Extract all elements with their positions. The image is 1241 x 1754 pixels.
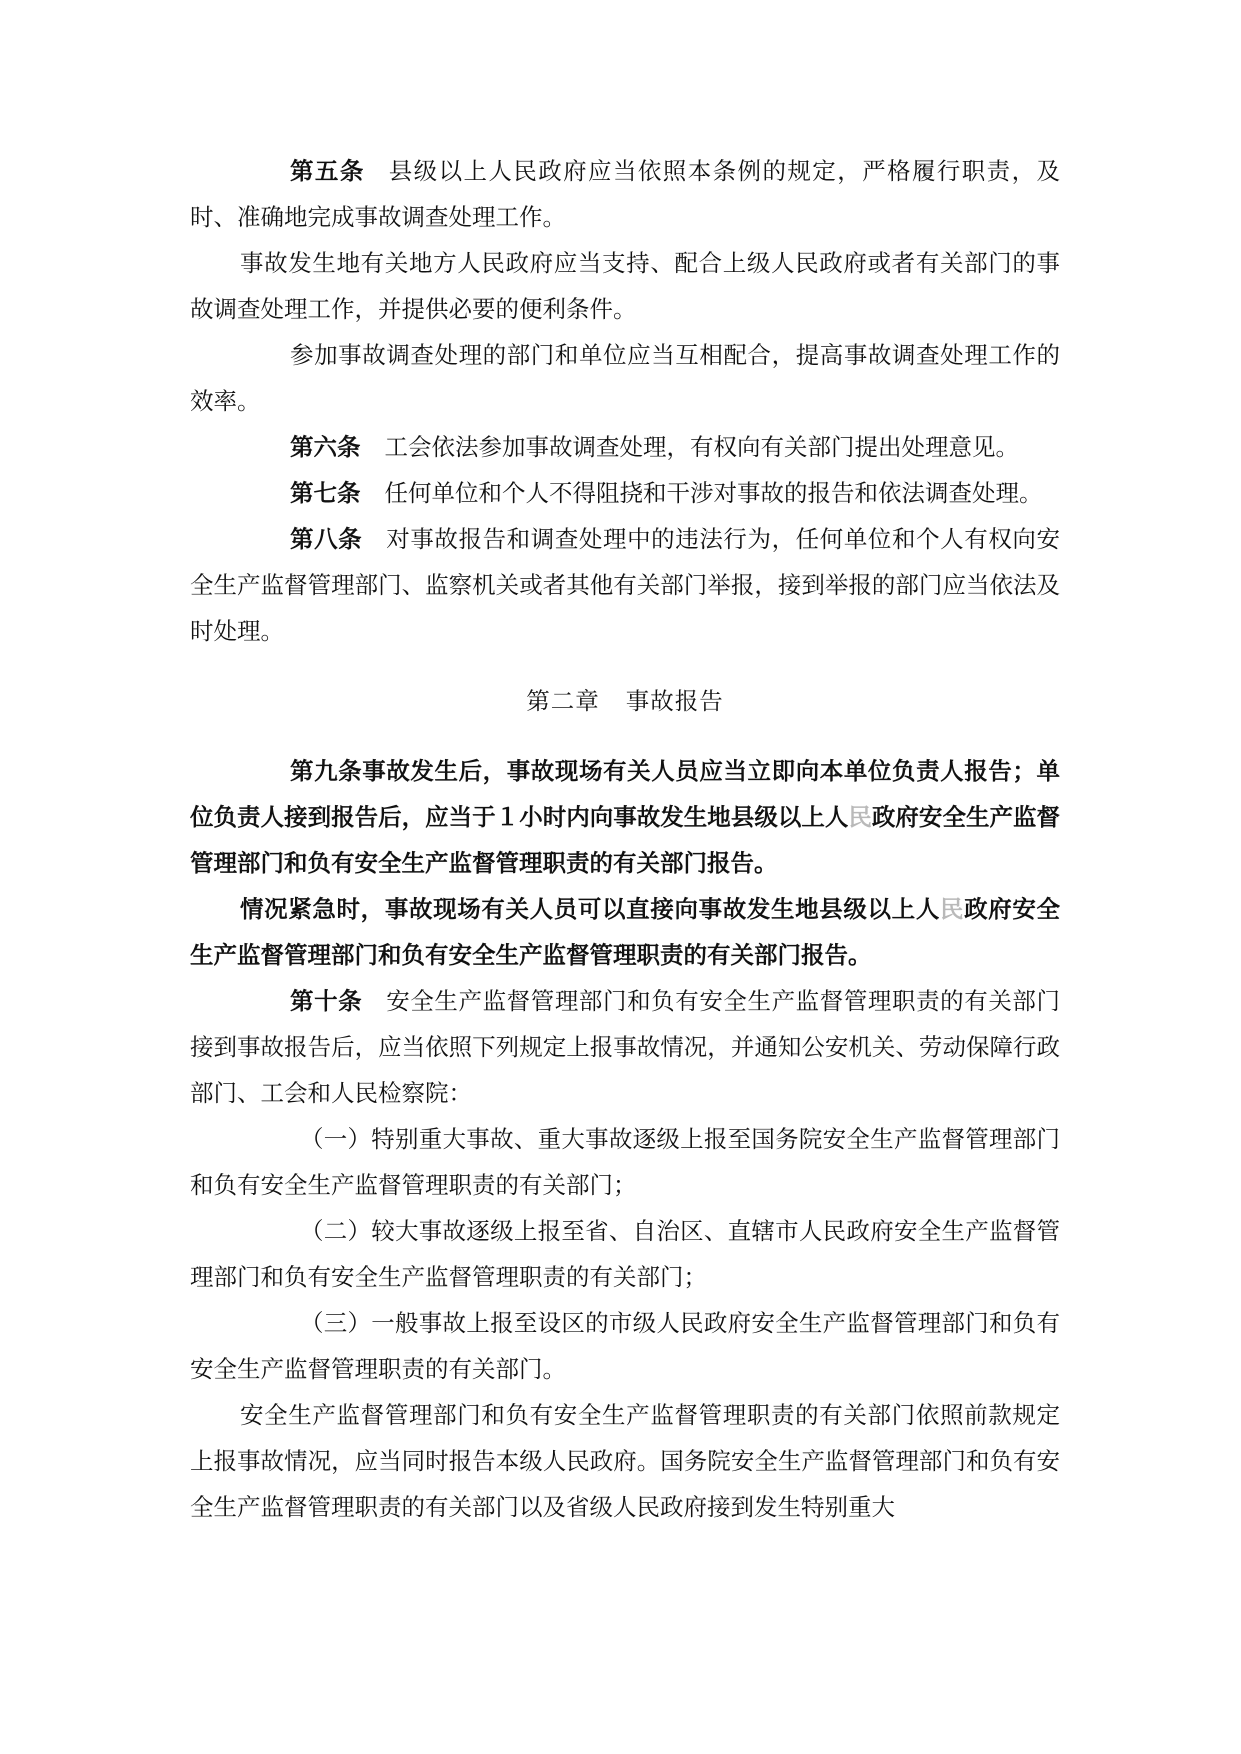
chapter-title: 事故报告 bbox=[625, 687, 724, 715]
text-span: 情况紧急时，事故现场有关人员可以直接向事故发生地县级以上人 bbox=[240, 895, 940, 923]
faded-char: 民 bbox=[848, 803, 872, 831]
paragraph-article-10 bbox=[190, 978, 1060, 1116]
chapter-number: 第二章 bbox=[526, 687, 600, 715]
paragraph: 事故发生地有关地方人民政府应当支持、配合上级人民政府或者有关部门的事故调查处理工作，并提供必要的便利条件。 bbox=[190, 249, 1060, 323]
article-number: 第十条 bbox=[290, 987, 363, 1015]
article-text: 对事故报告和调查处理中的违法行为，任何单位和个人有权向安全生产监督管理部门、监察机关或者其他有关部门举报，接到举报的部门应当依法及时处理。 bbox=[190, 525, 1060, 645]
paragraph: 安全生产监督管理部门和负有安全生产监督管理职责的有关部门依照前款规定上报事故情况，应当同时报告本级人民政府。国务院安全生产监督管理部门和负有安全生产监督管理职责的有关部门以及省级人民政府接到发生特别重大 bbox=[190, 1401, 1060, 1521]
paragraph-article-9 bbox=[190, 748, 1060, 886]
article-number: 第六条 bbox=[290, 433, 361, 461]
paragraph-article-7 bbox=[190, 470, 1060, 516]
document-page bbox=[190, 148, 1060, 1530]
paragraph: 参加事故调查处理的部门和单位应当互相配合，提高事故调查处理工作的效率。 bbox=[190, 341, 1060, 415]
paragraph-article-5 bbox=[190, 148, 1060, 240]
list-item: （二）较大事故逐级上报至省、自治区、直辖市人民政府安全生产监督管理部门和负有安全生产监督管理职责的有关部门； bbox=[190, 1217, 1060, 1291]
list-item: （一）特别重大事故、重大事故逐级上报至国务院安全生产监督管理部门和负有安全生产监督管理职责的有关部门； bbox=[190, 1125, 1060, 1199]
paragraph-article-6 bbox=[190, 424, 1060, 470]
article-number: 第五条 bbox=[290, 157, 365, 185]
article-text: 工会依法参加事故调查处理，有权向有关部门提出处理意见。 bbox=[384, 433, 1019, 461]
chapter-heading bbox=[190, 678, 1060, 724]
article-text: 县级以上人民政府应当依照本条例的规定，严格履行职责，及时、准确地完成事故调查处理工作。 bbox=[190, 157, 1061, 231]
paragraph-emergency bbox=[190, 886, 1060, 978]
article-number: 第七条 bbox=[290, 479, 361, 507]
article-number: 第八条 bbox=[290, 525, 363, 553]
article-text: 任何单位和个人不得阻挠和干涉对事故的报告和依法调查处理。 bbox=[384, 479, 1043, 507]
faded-char: 民 bbox=[939, 895, 965, 923]
text-span: 第九条事故发生后，事故现场有关人员应当立即向本单位负责人报告；单位负责人接到报告后，应当于１小时内向事故发生地县级以上人 bbox=[190, 757, 1060, 831]
article-text: 安全生产监督管理部门和负有安全生产监督管理职责的有关部门接到事故报告后，应当依照下列规定上报事故情况，并通知公安机关、劳动保障行政部门、工会和人民检察院： bbox=[190, 987, 1060, 1107]
paragraph-article-8 bbox=[190, 516, 1060, 654]
text-span: 政府安全生产监督管理部门和负有安全生产监督管理职责的有关部门报告。 bbox=[190, 803, 1061, 877]
list-item: （三）一般事故上报至设区的市级人民政府安全生产监督管理部门和负有安全生产监督管理职责的有关部门。 bbox=[190, 1309, 1060, 1383]
text-span: 政府安全生产监督管理部门和负有安全生产监督管理职责的有关部门报告。 bbox=[190, 895, 1061, 969]
